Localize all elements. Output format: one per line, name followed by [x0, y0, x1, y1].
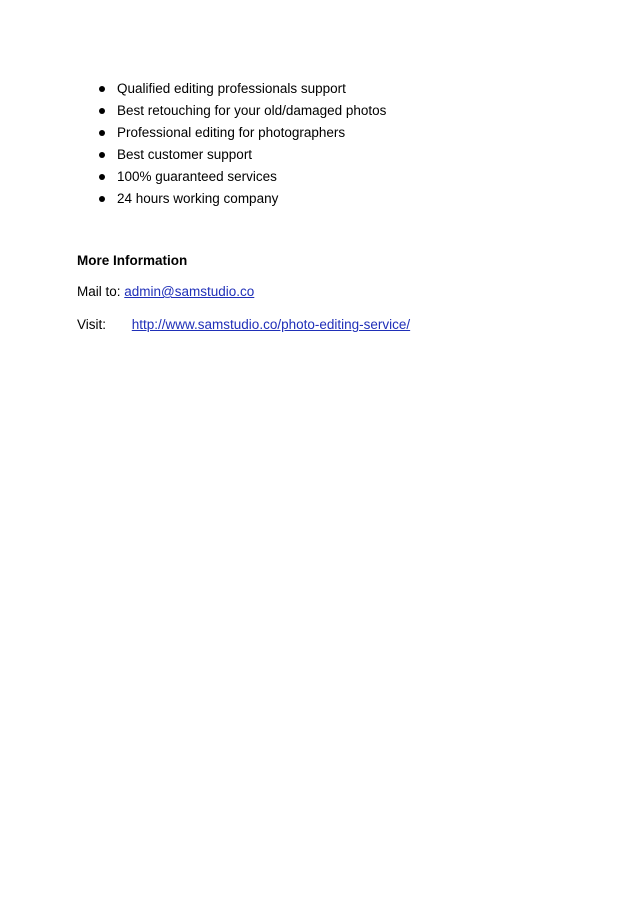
mail-line	[77, 282, 254, 302]
bullet-icon	[99, 174, 105, 180]
more-info-heading: More Information	[77, 253, 188, 268]
bullet-icon	[99, 108, 105, 114]
list-item	[96, 166, 386, 188]
bullet-icon	[99, 196, 105, 202]
list-item-text: Best retouching for your old/damaged photos	[117, 103, 387, 118]
mail-label: Mail to:	[77, 284, 121, 299]
visit-label: Visit:	[77, 317, 107, 332]
bullet-icon	[99, 86, 105, 92]
list-item	[96, 100, 386, 122]
list-item-text: Best customer support	[117, 147, 253, 162]
website-link[interactable]: http://www.samstudio.co/photo-editing-service/	[131, 317, 411, 332]
feature-list	[96, 78, 386, 210]
list-item	[96, 122, 386, 144]
email-link[interactable]: admin@samstudio.co	[124, 284, 255, 299]
list-item-text: 24 hours working company	[117, 191, 279, 206]
list-item-text: Professional editing for photographers	[117, 125, 346, 140]
list-item-text: 100% guaranteed services	[117, 169, 277, 184]
bullet-icon	[99, 152, 105, 158]
list-item-text: Qualified editing professionals support	[117, 81, 346, 96]
list-item	[96, 78, 386, 100]
bullet-icon	[99, 130, 105, 136]
list-item	[96, 188, 386, 210]
list-item	[96, 144, 386, 166]
visit-line	[77, 315, 410, 335]
